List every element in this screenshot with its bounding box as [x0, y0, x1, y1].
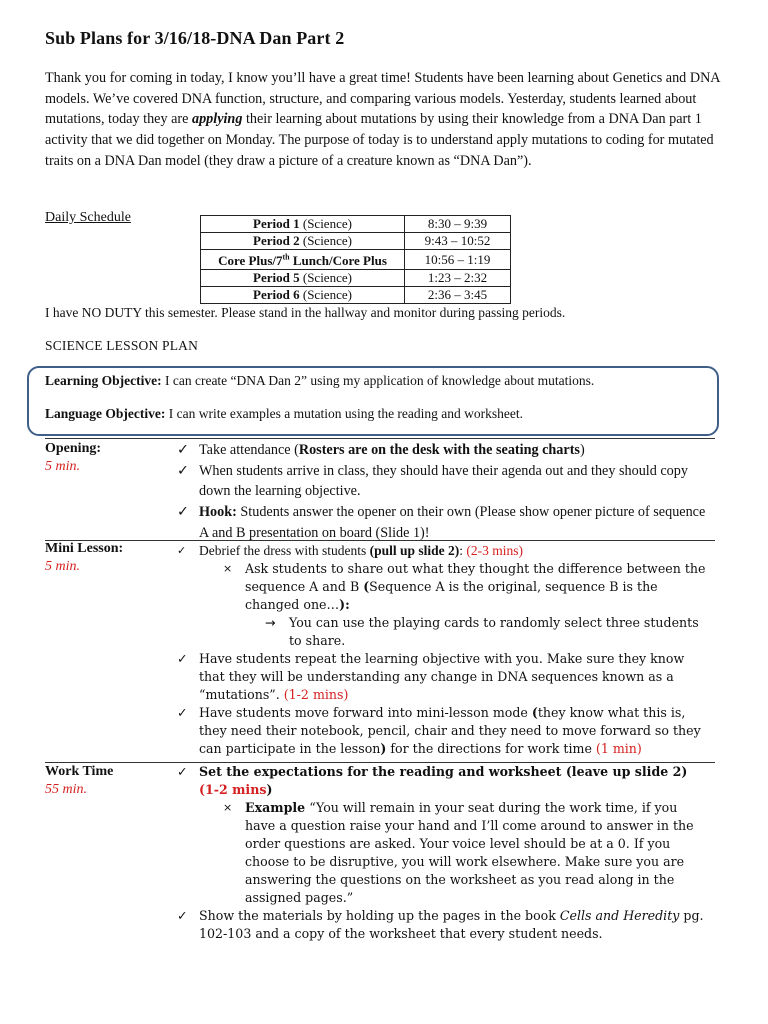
- opening-items: [177, 440, 707, 544]
- list-item: × Example “You will remain in your seat during the work time, if you have a question raise your hand and I’ll come around to answer in the order questions are asked. Your voice level should be at a 0. If you choose to be disruptive, you will work elsewhere. Make sure you are answering the questions on the worksheet as you read along in the assigned pages.”: [223, 800, 694, 905]
- language-objective: Language Objective: I can write examples a mutation using the reading and worksheet.: [45, 406, 524, 421]
- checkmark-icon: ✓: [177, 764, 188, 779]
- opening-time: 5 min.: [45, 459, 80, 474]
- checkmark-icon: ✓: [177, 705, 188, 720]
- section-divider: [45, 540, 715, 541]
- cross-bullet-icon: ×: [223, 801, 233, 814]
- section-divider: [45, 438, 715, 439]
- checkmark-icon: ✓: [177, 462, 189, 479]
- mini-lesson-items: [177, 542, 707, 758]
- checkmark-icon: ✓: [177, 651, 188, 666]
- opening-title: Opening:: [45, 441, 102, 456]
- learning-objective: Learning Objective: I can create “DNA Dan 2” using my application of knowledge about mutations.: [45, 373, 595, 388]
- table-row: Core Plus/7th Lunch/Core Plus 10:56 – 1:19: [201, 250, 511, 270]
- table-row: Period 5 (Science) 1:23 – 2:32: [201, 270, 511, 287]
- list-item: ✓ When students arrive in class, they should have their agenda out and they should copy down the learning objective.: [177, 462, 688, 500]
- list-item: ✓ Take attendance (Rosters are on the desk with the seating charts): [177, 440, 707, 461]
- mini-lesson-time: 5 min.: [45, 559, 80, 574]
- cross-bullet-icon: ×: [223, 562, 233, 575]
- list-item: ✓ Have students move forward into mini-lesson mode (they know what this is, they need their notebook, pencil, chair and they need to move forward so they can participate in the lesson) for the directions for work time (1 min): [177, 705, 701, 756]
- checkmark-icon: ✓: [177, 908, 188, 923]
- list-item: ✓ Show the materials by holding up the pages in the book Cells and Heredity pg. 102-103 and a copy of the worksheet that every student needs.: [177, 908, 704, 941]
- list-item: → You can use the playing cards to randomly select three students to share.: [265, 615, 699, 648]
- list-item: ✓ Hook: Students answer the opener on their own (Please show opener picture of sequence A and B presentation on board (Slide 1)!: [177, 504, 706, 541]
- table-row: Period 1 (Science) 8:30 – 9:39: [201, 216, 511, 233]
- lesson-plan-heading: SCIENCE LESSON PLAN: [45, 338, 199, 353]
- list-item: ✓ Debrief the dress with students (pull up slide 2): (2-3 mins): [177, 543, 524, 558]
- checkmark-icon: ✓: [177, 442, 189, 458]
- list-item: × Ask students to share out what they thought the difference between the sequence A and B (Sequence A is the original, sequence B is the changed one…):: [223, 561, 706, 612]
- work-time-time: 55 min.: [45, 782, 87, 797]
- checkmark-icon: ✓: [177, 544, 187, 557]
- page-title: Sub Plans for 3/16/18-DNA Dan Part 2: [45, 28, 345, 48]
- table-row: Period 2 (Science) 9:43 – 10:52: [201, 233, 511, 250]
- mini-lesson-title: Mini Lesson:: [45, 541, 124, 556]
- no-duty-note: I have NO DUTY this semester. Please stand in the hallway and monitor during passing periods.: [45, 305, 566, 320]
- arrow-bullet-icon: →: [265, 615, 276, 630]
- checkmark-icon: ✓: [177, 504, 189, 521]
- list-item: ✓ Set the expectations for the reading and worksheet (leave up slide 2) (1-2 mins): [177, 764, 688, 797]
- table-row: Period 6 (Science) 2:36 – 3:45: [201, 287, 511, 304]
- work-time-title: Work Time: [45, 764, 114, 779]
- intro-paragraph: Thank you for coming in today, I know you’ll have a great time! Students have been learning about Genetics and DNA models. We’ve covered DNA function, structure, and comparing various models. Yesterday, students learned about mutations, today they are applying their learning about mutations by using their knowledge from a DNA Dan part 1 activity that we did together on Monday. The purpose of today is to understand apply mutations to coding for mutated traits on a DNA Dan model (they draw a picture of a creature known as “DNA Dan”).: [45, 70, 720, 169]
- schedule-label: Daily Schedule: [45, 210, 131, 225]
- schedule-table: [200, 215, 511, 304]
- work-time-items: [177, 763, 707, 943]
- list-item: ✓ Have students repeat the learning objective with you. Make sure they know that they will be understanding any change in DNA sequences known as a “mutations”. (1-2 mins): [177, 651, 685, 702]
- applying-emphasis: applying: [191, 111, 243, 128]
